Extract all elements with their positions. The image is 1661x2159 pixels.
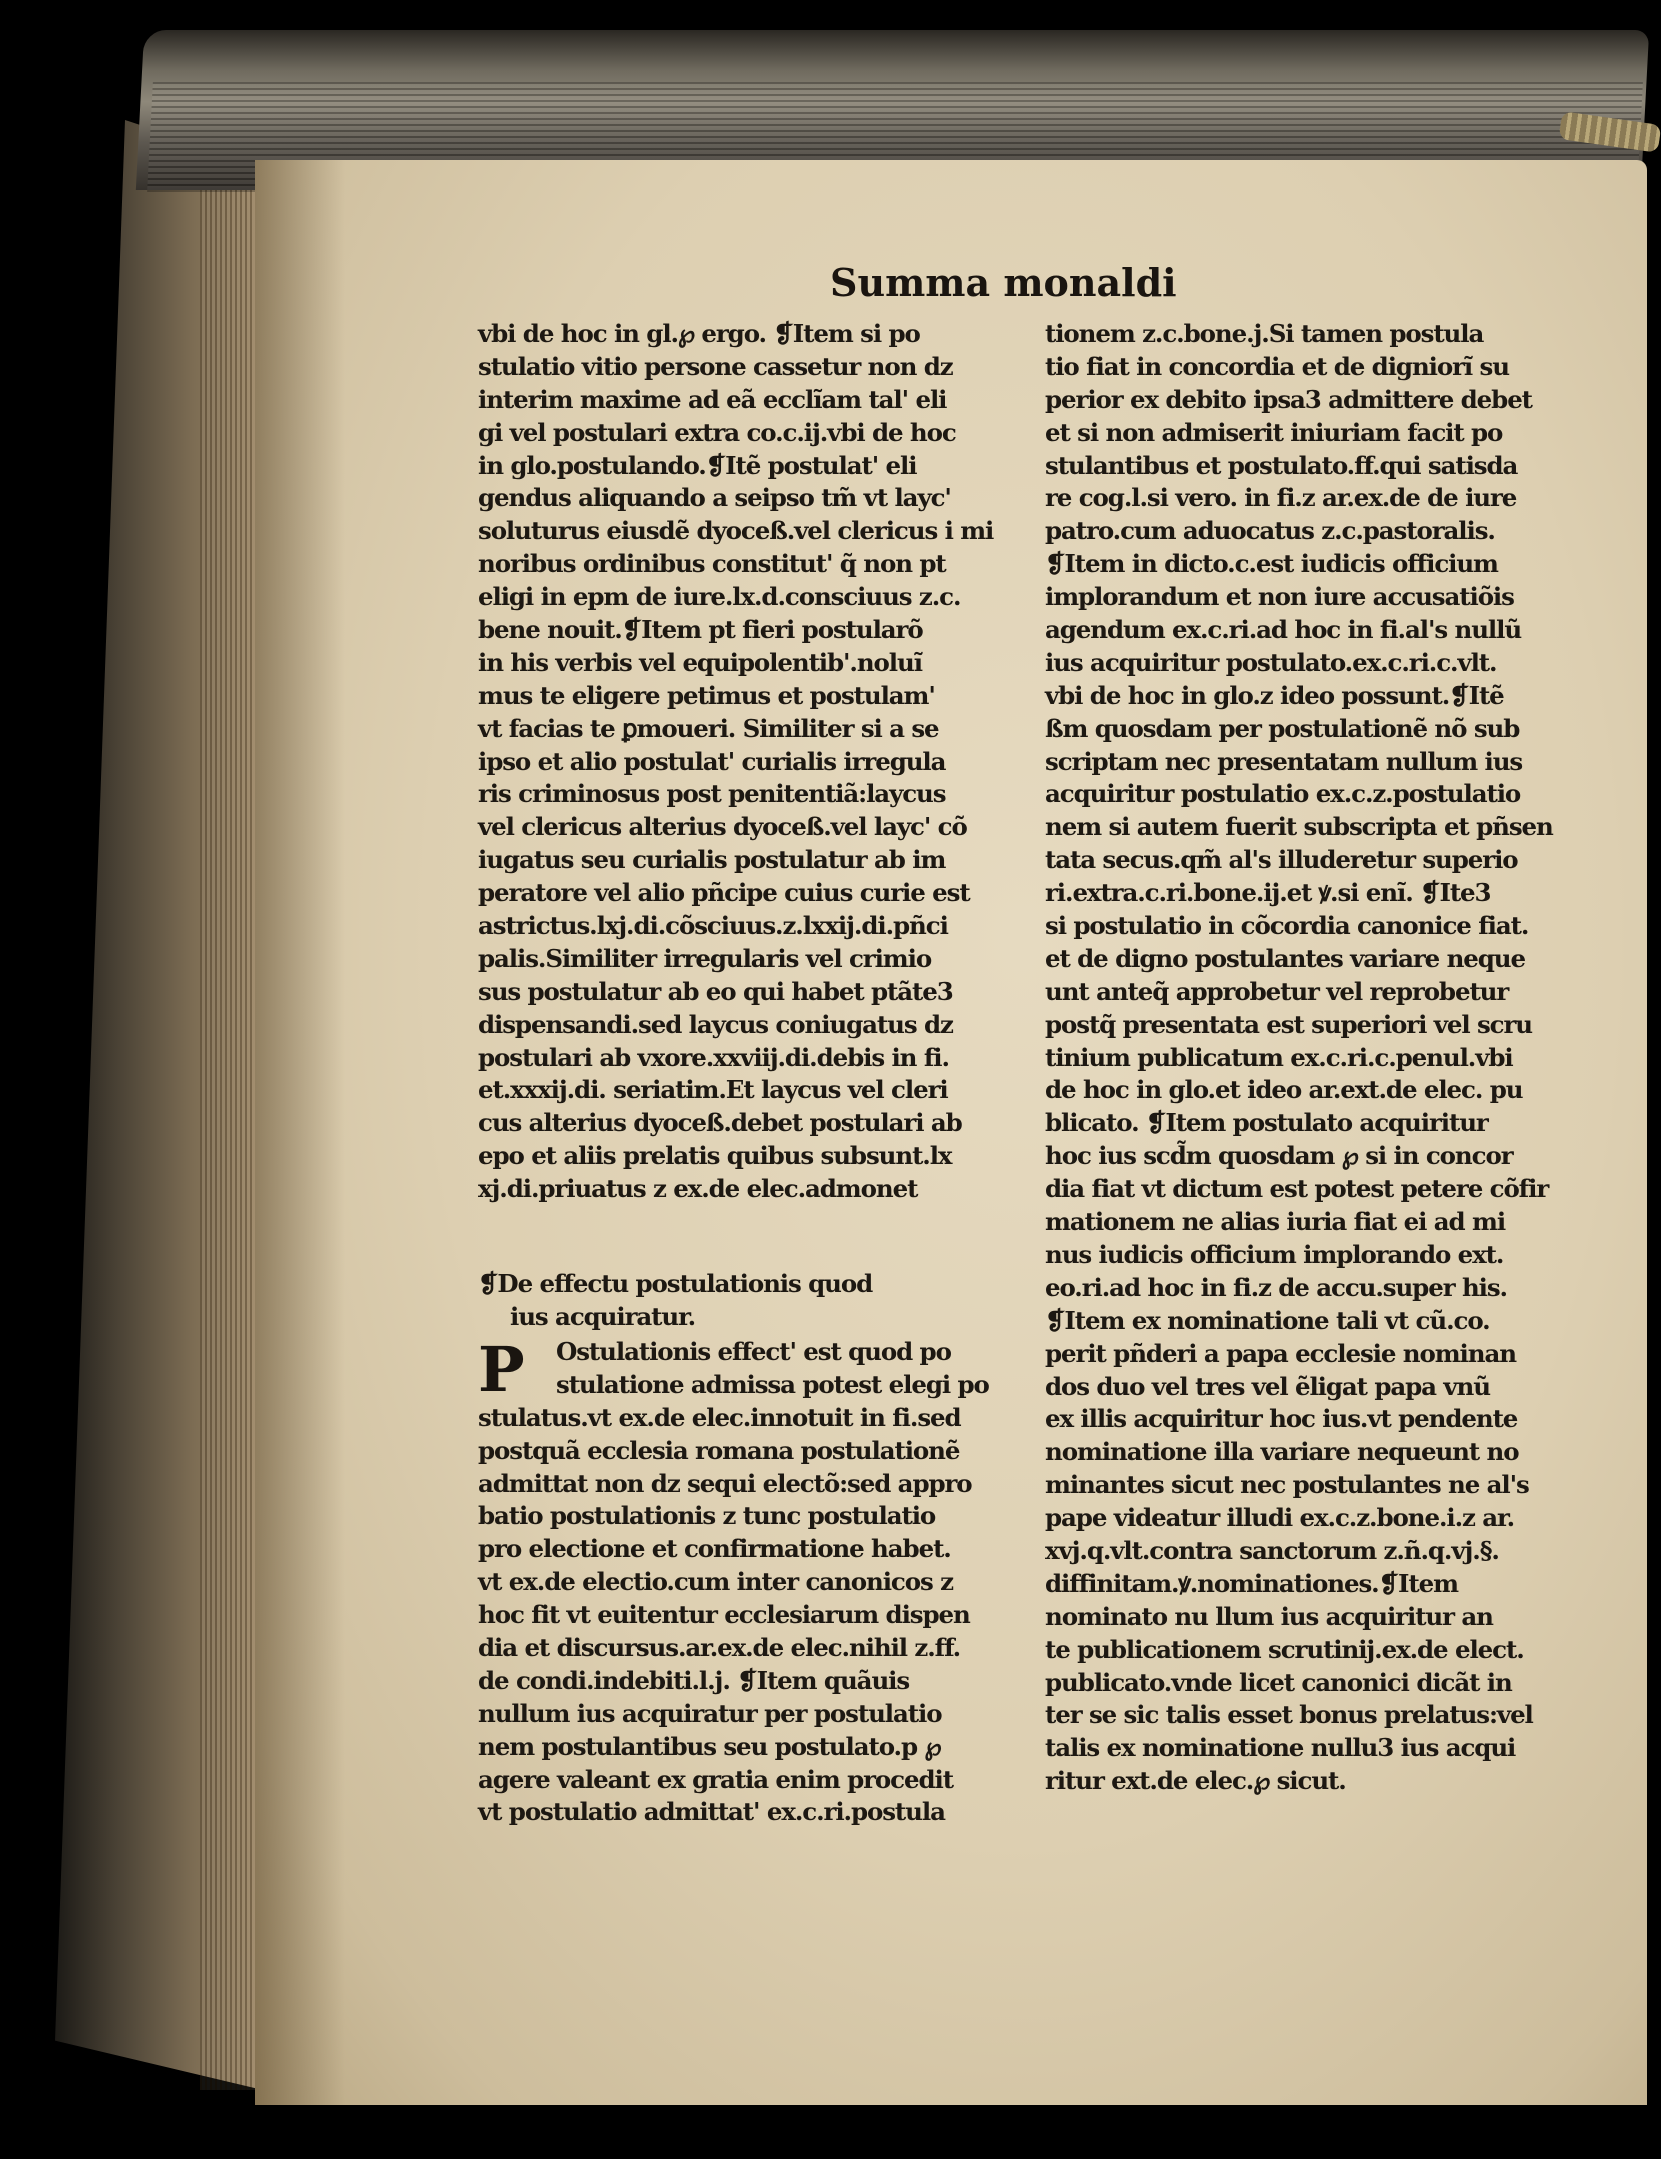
text-line: pape videatur illudi ex.c.z.bone.i.z ar. bbox=[1045, 1503, 1515, 1533]
text-line: nullum ius acquiratur per postulatio bbox=[478, 1698, 942, 1728]
text-line: eo.ri.ad hoc in fi.z de accu.super his. bbox=[1045, 1272, 1507, 1302]
text-line: publicato.vnde licet canonici dicãt in bbox=[1045, 1667, 1512, 1697]
text-line: te publicationem scrutinij.ex.de elect. bbox=[1045, 1634, 1524, 1664]
text-line: scriptam nec presentatam nullum ius bbox=[1045, 746, 1523, 776]
text-line: pro electione et confirmatione habet. bbox=[478, 1534, 951, 1564]
text-line: postulari ab vxore.xxviij.di.debis in fi. bbox=[478, 1042, 949, 1072]
text-line: ter se sic talis esset bonus prelatus:vel bbox=[1045, 1700, 1533, 1730]
text-line: astrictus.lxj.di.cõsciuus.z.lxxij.di.pñci bbox=[478, 911, 948, 941]
text-line: ❡Item ex nominatione tali vt cũ.co. bbox=[1045, 1305, 1490, 1335]
text-line: mationem ne alias iuria fiat ei ad mi bbox=[1045, 1207, 1506, 1237]
text-line: eligi in epm de iure.lx.d.consciuus z.c. bbox=[478, 582, 961, 612]
text-line: vt ex.de electio.cum inter canonicos z bbox=[478, 1567, 953, 1597]
drop-cap: P bbox=[478, 1333, 525, 1406]
text-line: vel clericus alterius dyoceß.vel layc' cõ bbox=[478, 812, 967, 842]
text-line: ri.extra.c.ri.bone.ij.et ꝟ.si enĩ. ❡Ite3 bbox=[1045, 878, 1491, 908]
text-line: dia et discursus.ar.ex.de elec.nihil z.ff. bbox=[478, 1633, 961, 1663]
text-line: stulantibus et postulato.ff.qui satisda bbox=[1045, 450, 1518, 480]
text-line: postquã ecclesia romana postulationẽ bbox=[478, 1435, 960, 1465]
text-line: tionem z.c.bone.j.Si tamen postula bbox=[1045, 319, 1484, 348]
text-line: ris criminosus post penitentiã:laycus bbox=[478, 779, 946, 809]
text-line: admittat non dz sequi electõ:sed appro bbox=[478, 1468, 972, 1498]
text-line: stulatione admissa potest elegi po bbox=[556, 1369, 989, 1399]
text-line: tinium publicatum ex.c.ri.c.penul.vbi bbox=[1045, 1042, 1513, 1072]
text-line: ex illis acquiritur hoc ius.vt pendente bbox=[1045, 1404, 1518, 1434]
text-line: talis ex nominatione nullu3 ius acqui bbox=[1045, 1733, 1516, 1763]
text-line: gendus aliquando a seipso tm̃ vt layc' bbox=[478, 483, 951, 513]
text-line: nus iudicis officium implorando ext. bbox=[1045, 1239, 1504, 1269]
text-line: vbi de hoc in glo.z ideo possunt.❡Itẽ bbox=[1045, 680, 1504, 710]
text-line: postq̃ presentata est superiori vel scru bbox=[1045, 1009, 1533, 1039]
text-line: perit pñderi a papa ecclesie nominan bbox=[1045, 1338, 1516, 1368]
running-head: Summa monaldi bbox=[830, 260, 1177, 305]
text-line: bene nouit.❡Item pt fieri postularõ bbox=[478, 615, 923, 645]
text-line: xj.di.priuatus z ex.de elec.admonet bbox=[478, 1174, 918, 1204]
text-line: dia fiat vt dictum est potest petere cõfir bbox=[1045, 1174, 1549, 1204]
text-line: implorandum et non iure accusatiõis bbox=[1045, 582, 1514, 612]
text-line: Ostulationis effect' est quod po bbox=[556, 1337, 951, 1366]
text-line: in glo.postulando.❡Itẽ postulat' eli bbox=[478, 450, 917, 480]
text-line: vt postulatio admittat' ex.c.ri.postula bbox=[478, 1797, 945, 1827]
text-line: gi vel postulari extra co.c.ij.vbi de hoc bbox=[478, 417, 956, 447]
text-line: soluturus eiusdẽ dyoceß.vel clericus i mi bbox=[478, 516, 994, 546]
text-line: ❡Item in dicto.c.est iudicis officium bbox=[1045, 549, 1498, 579]
text-line: mus te eligere petimus et postulam' bbox=[478, 680, 935, 710]
text-line: et.xxxij.di. seriatim.Et laycus vel cleri bbox=[478, 1075, 948, 1105]
text-line: peratore vel alio pñcipe cuius curie est bbox=[478, 878, 970, 908]
text-line: ius acquiritur postulato.ex.c.ri.c.vlt. bbox=[1045, 647, 1497, 677]
text-line: hoc ius scd̃m quosdam ℘ si in concor bbox=[1045, 1141, 1513, 1171]
text-line: interim maxime ad eã ecclĩam tal' eli bbox=[478, 384, 947, 414]
text-line: tata secus.qm̃ al's illuderetur superio bbox=[1045, 845, 1518, 875]
text-line: cus alterius dyoceß.debet postulari ab bbox=[478, 1108, 962, 1138]
text-line: stulatio vitio persone cassetur non dz bbox=[478, 351, 953, 381]
text-line: nem postulantibus seu postulato.p ℘ bbox=[478, 1731, 941, 1761]
text-line: dos duo vel tres vel ẽligat papa vnũ bbox=[1045, 1371, 1490, 1401]
left-column bbox=[478, 318, 1038, 1206]
text-line: vbi de hoc in gl.℘ ergo. ❡Item si po bbox=[478, 319, 920, 348]
text-line: unt anteq̃ approbetur vel reprobetur bbox=[1045, 976, 1509, 1006]
text-line: acquiritur postulatio ex.c.z.postulatio bbox=[1045, 779, 1521, 809]
text-line: agendum ex.c.ri.ad hoc in fi.al's nullũ bbox=[1045, 615, 1522, 645]
text-line: perior ex debito ipsa3 admittere debet bbox=[1045, 384, 1532, 414]
gutter-shadow bbox=[255, 160, 345, 2105]
text-line: nominato nu llum ius acquiritur an bbox=[1045, 1601, 1493, 1631]
text-line: iugatus seu curialis postulatur ab im bbox=[478, 845, 946, 875]
left-column-continued bbox=[478, 1333, 1038, 1829]
text-line: de condi.indebiti.l.j. ❡Item quãuis bbox=[478, 1665, 910, 1695]
right-column bbox=[1045, 318, 1605, 1798]
text-line: si postulatio in cõcordia canonice fiat. bbox=[1045, 911, 1529, 941]
section-heading bbox=[478, 1268, 1038, 1334]
text-line: noribus ordinibus constitut' q̃ non pt bbox=[478, 549, 946, 579]
text-line: nem si autem fuerit subscripta et pñsen bbox=[1045, 812, 1553, 842]
text-line: agere valeant ex gratia enim procedit bbox=[478, 1764, 953, 1794]
text-line: vt facias te ꝑmoueri. Similiter si a se bbox=[478, 713, 939, 743]
text-line: palis.Similiter irregularis vel crimio bbox=[478, 943, 932, 973]
text-line: tio fiat in concordia et de digniorĩ su bbox=[1045, 351, 1509, 381]
text-line: stulatus.vt ex.de elec.innotuit in fi.sed bbox=[478, 1402, 961, 1432]
text-line: epo et aliis prelatis quibus subsunt.lx bbox=[478, 1141, 952, 1171]
text-line: sus postulatur ab eo qui habet ptãte3 bbox=[478, 976, 953, 1006]
text-line: nominatione illa variare nequeunt no bbox=[1045, 1437, 1519, 1467]
heading-line: ❡De effectu postulationis quod bbox=[478, 1269, 873, 1298]
text-line: re cog.l.si vero. in fi.z ar.ex.de de iure bbox=[1045, 483, 1517, 513]
text-line: diffinitam.ꝟ.nominationes.❡Item bbox=[1045, 1568, 1458, 1598]
text-line: et si non admiserit iniuriam facit po bbox=[1045, 417, 1503, 447]
text-line: ritur ext.de elec.℘ sicut. bbox=[1045, 1766, 1346, 1796]
text-line: blicato. ❡Item postulato acquiritur bbox=[1045, 1108, 1488, 1138]
text-line: in his verbis vel equipolentib'.noluĩ bbox=[478, 647, 922, 677]
text-line: ipso et alio postulat' curialis irregula bbox=[478, 746, 946, 776]
heading-line: ius acquiratur. bbox=[510, 1301, 696, 1331]
text-line: ßm quosdam per postulationẽ nõ sub bbox=[1045, 713, 1520, 743]
text-line: minantes sicut nec postulantes ne al's bbox=[1045, 1470, 1529, 1500]
text-line: dispensandi.sed laycus coniugatus dz bbox=[478, 1009, 953, 1039]
text-line: et de digno postulantes variare neque bbox=[1045, 943, 1526, 973]
text-line: xvj.q.vlt.contra sanctorum z.ñ.q.vj.§. bbox=[1045, 1535, 1499, 1565]
text-line: de hoc in glo.et ideo ar.ext.de elec. pu bbox=[1045, 1075, 1523, 1105]
text-line: patro.cum aduocatus z.c.pastoralis. bbox=[1045, 516, 1495, 546]
text-line: hoc fit vt euitentur ecclesiarum dispen bbox=[478, 1600, 970, 1630]
text-line: batio postulationis z tunc postulatio bbox=[478, 1501, 936, 1531]
